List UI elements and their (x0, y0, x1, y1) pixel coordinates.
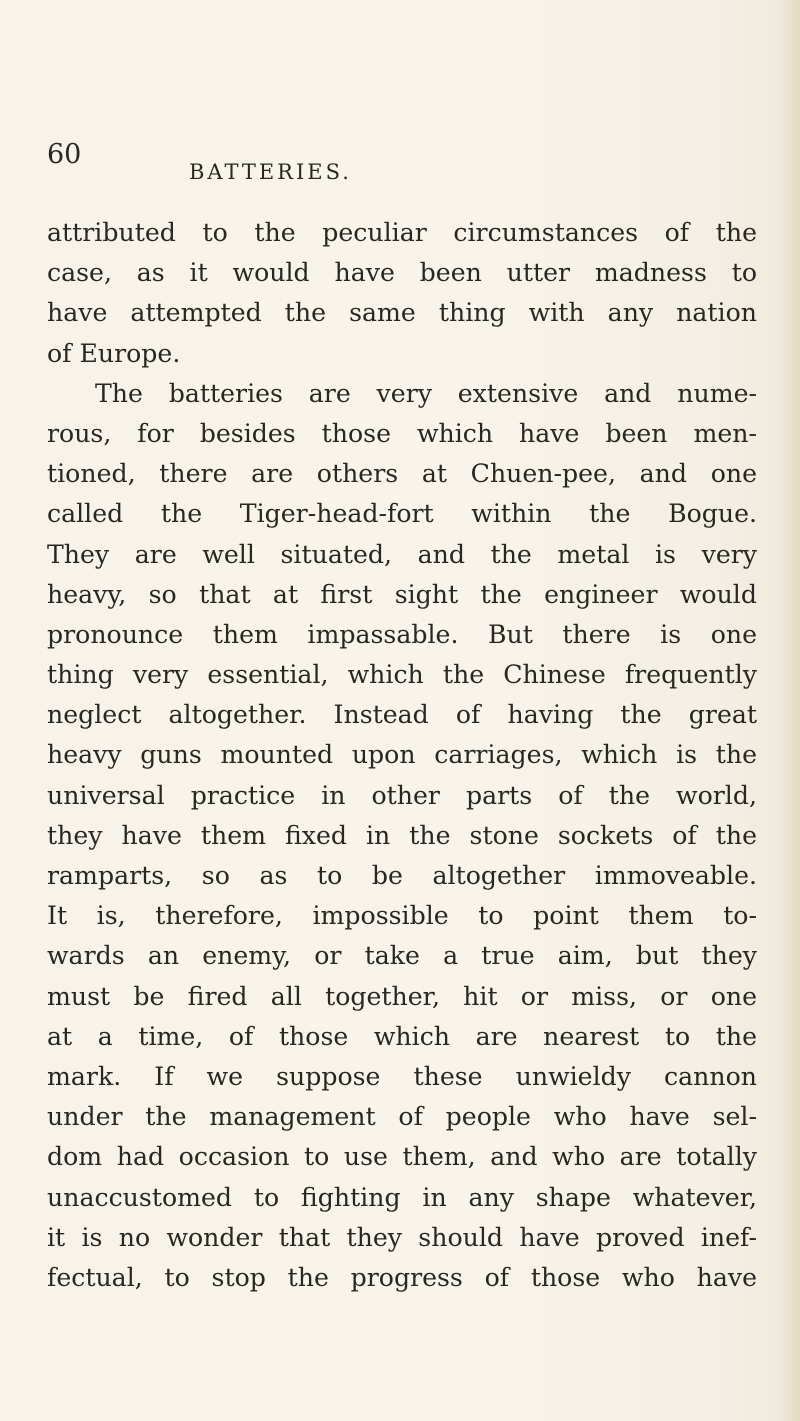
text-line: tioned, there are others at Chuen-pee, and one (47, 459, 757, 489)
text-line: at a time, of those which are nearest to the (47, 1021, 757, 1051)
text-line: The batteries are very extensive and nume- (95, 378, 757, 408)
text-line: neglect altogether. Instead of having the great (47, 700, 757, 730)
text-line: ramparts, so as to be altogether immoveable. (47, 861, 757, 890)
text-line: heavy guns mounted upon carriages, which is the (47, 740, 757, 770)
text-line: It is, therefore, impossible to point them to- (47, 901, 757, 931)
text-line: rous, for besides those which have been men- (47, 418, 757, 448)
text-line: pronounce them impassable. But there is one (47, 619, 757, 649)
page-number: 60 (47, 139, 82, 170)
text-line: thing very essential, which the Chinese frequently (47, 660, 757, 690)
text-line: dom had occasion to use them, and who are totally (47, 1142, 757, 1172)
text-line: of Europe. (47, 338, 181, 368)
text-line: attributed to the peculiar circumstances of the (47, 218, 757, 247)
text-line: have attempted the same thing with any nation (47, 298, 757, 328)
text-line: it is no wonder that they should have proved inef- (47, 1222, 757, 1252)
text-line: heavy, so that at first sight the engineer would (47, 579, 757, 609)
text-line: must be fired all together, hit or miss, or one (47, 981, 757, 1011)
text-line: mark. If we suppose these unwieldy cannon (47, 1061, 757, 1091)
text-line: case, as it would have been utter madness to (47, 258, 757, 288)
text-line: under the management of people who have sel- (47, 1102, 757, 1132)
body-text (47, 213, 757, 1298)
text-line: They are well situated, and the metal is very (47, 539, 757, 569)
text-line: universal practice in other parts of the world, (47, 780, 757, 810)
text-line: called the Tiger-head-fort within the Bogue. (47, 499, 757, 529)
text-line: wards an enemy, or take a true aim, but they (47, 941, 757, 971)
text-line: fectual, to stop the progress of those who have (47, 1262, 757, 1292)
page-edge-shadow (778, 0, 800, 1421)
running-head: BATTERIES. (189, 160, 352, 184)
text-line: unaccustomed to fighting in any shape whatever, (47, 1182, 757, 1212)
text-line: they have them fixed in the stone sockets of the (47, 820, 757, 850)
